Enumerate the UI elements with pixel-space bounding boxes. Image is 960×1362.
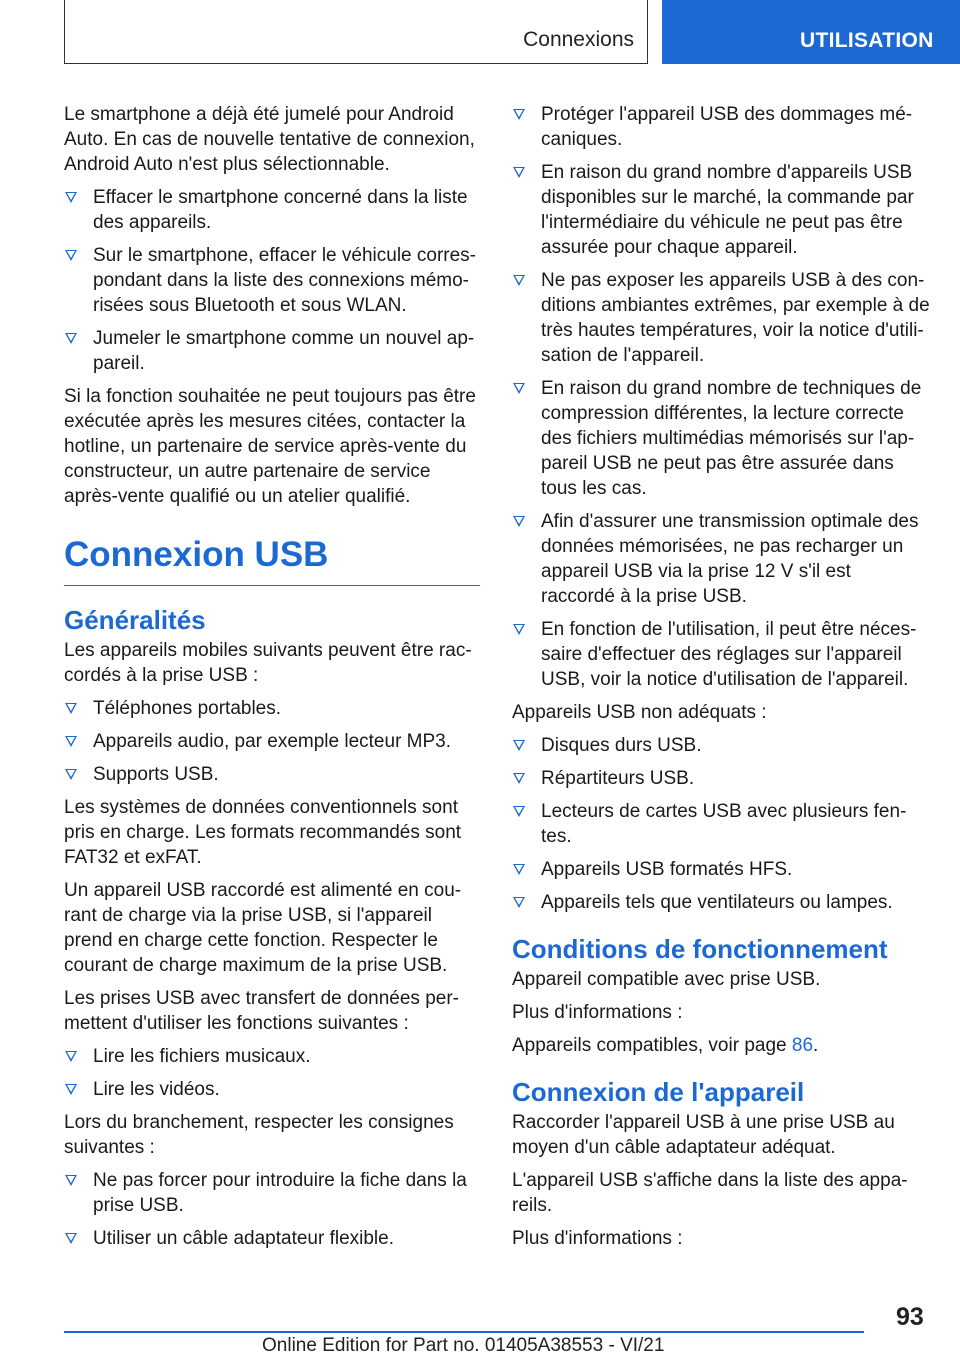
paragraph: Les prises USB avec transfert de données per-mettent d'utiliser les fonctions suivantes : (64, 988, 459, 1034)
list-item (512, 890, 930, 915)
paragraph-text: . (813, 1035, 819, 1056)
triangle-bullet-icon (65, 1051, 77, 1062)
list-item-text: Jumeler le smartphone comme un nouvel ap-pareil. (93, 328, 475, 374)
list-item (64, 762, 480, 787)
paragraph: Un appareil USB raccordé est alimenté en cou-rant de charge via la prise USB, si l'appareil prend en charge cette fonction. Respecter le courant de charge maximum de la prise USB. (64, 880, 462, 976)
list-item-text: Afin d'assurer une transmission optimale des données mémorisées, ne pas recharger un appareil USB via la prise 12 V s'il est raccordé à la prise USB. (541, 511, 919, 607)
header-chapter-tab[interactable]: UTILISATION (662, 0, 960, 64)
list-item (64, 696, 480, 721)
list-item-text: Répartiteurs USB. (541, 768, 695, 789)
list-item (512, 766, 930, 791)
bullet-list (64, 696, 480, 787)
list-item (64, 185, 480, 235)
list-item-text: Lire les fichiers musicaux. (93, 1046, 311, 1067)
list-item (512, 617, 930, 692)
list-item-text: Appareils tels que ventilateurs ou lampes. (541, 892, 893, 913)
list-item-text: Supports USB. (93, 764, 219, 785)
list-item-text: Lecteurs de cartes USB avec plusieurs fen-tes. (541, 801, 907, 847)
paragraph: Le smartphone a déjà été jumelé pour Android Auto. En cas de nouvelle tentative de connexion, Android Auto n'est plus sélectionnable. (64, 104, 475, 175)
header-section-title: Connexions (523, 28, 634, 51)
paragraph-with-link (512, 1033, 930, 1058)
list-item (64, 1044, 480, 1069)
subsection-heading: Conditions de fonctionnement (512, 934, 888, 964)
list-item (512, 733, 930, 758)
section-heading: Connexion USB (64, 535, 480, 586)
page-number: 93 (896, 1303, 924, 1331)
list-item-text: Lire les vidéos. (93, 1079, 220, 1100)
triangle-bullet-icon (65, 1233, 77, 1244)
list-item-text: En raison du grand nombre d'appareils USB disponibles sur le marché, la commande par l'intermédiaire du véhicule ne peut pas être assurée pour chaque appareil. (541, 162, 914, 258)
list-item (512, 857, 930, 882)
footer-divider (64, 1331, 864, 1333)
bullet-list (512, 733, 930, 915)
list-item-text: Téléphones portables. (93, 698, 282, 719)
triangle-bullet-icon (65, 703, 77, 714)
triangle-bullet-icon (65, 769, 77, 780)
paragraph: Si la fonction souhaitée ne peut toujours pas être exécutée après les mesures citées, contacter la hotline, un partenaire de service après-vente du constructeur, un autre partenaire de service après-vente qualifié ou un atelier qualifié. (64, 386, 476, 507)
triangle-bullet-icon (513, 383, 525, 394)
list-item-text: Appareils USB formatés HFS. (541, 859, 793, 880)
triangle-bullet-icon (513, 275, 525, 286)
paragraph: Plus d'informations : (512, 1002, 683, 1023)
triangle-bullet-icon (513, 109, 525, 120)
list-item-text: En raison du grand nombre de techniques de compression différentes, la lecture correcte des fichiers multimédias mémorisés sur l'ap-pareil USB ne peut pas être assurée dans tous les cas. (541, 378, 922, 499)
list-item (64, 1077, 480, 1102)
bullet-list (64, 185, 480, 376)
list-item (512, 799, 930, 849)
bullet-list (64, 1168, 480, 1251)
triangle-bullet-icon (513, 516, 525, 527)
triangle-bullet-icon (65, 333, 77, 344)
list-item (512, 376, 930, 501)
paragraph-text: Appareils compatibles, voir page (512, 1035, 792, 1056)
footer-edition: Online Edition for Part no. 01405A38553 - VI/21 (262, 1335, 665, 1356)
list-item (64, 243, 480, 318)
bullet-list (64, 1044, 480, 1102)
list-item (64, 326, 480, 376)
list-item-text: Effacer le smartphone concerné dans la liste des appareils. (93, 187, 468, 233)
paragraph: Les systèmes de données conventionnels sont pris en charge. Les formats recommandés sont FAT32 et exFAT. (64, 797, 462, 868)
paragraph: Appareil compatible avec prise USB. (512, 969, 821, 990)
triangle-bullet-icon (513, 624, 525, 635)
list-item (64, 1226, 480, 1251)
bullet-list (512, 102, 930, 692)
list-item (512, 102, 930, 152)
triangle-bullet-icon (513, 897, 525, 908)
subsection-heading: Généralités (64, 605, 206, 635)
list-item (512, 509, 930, 609)
triangle-bullet-icon (65, 250, 77, 261)
list-item (512, 160, 930, 260)
list-item-text: Sur le smartphone, effacer le véhicule corres-pondant dans la liste des connexions mémo-risées sous Bluetooth et sous WLAN. (93, 245, 476, 316)
triangle-bullet-icon (513, 773, 525, 784)
list-item (64, 1168, 480, 1218)
list-item (512, 268, 930, 368)
paragraph: Plus d'informations : (512, 1228, 683, 1249)
page-reference-link[interactable]: 86 (791, 1035, 814, 1056)
list-item-text: Protéger l'appareil USB des dommages mé-caniques. (541, 104, 913, 150)
triangle-bullet-icon (513, 806, 525, 817)
triangle-bullet-icon (65, 1084, 77, 1095)
paragraph: Appareils USB non adéquats : (512, 702, 767, 723)
list-item-text: Appareils audio, par exemple lecteur MP3. (93, 731, 452, 752)
paragraph: Lors du branchement, respecter les consignes suivantes : (64, 1112, 454, 1158)
right-column (512, 102, 930, 1259)
paragraph: Les appareils mobiles suivants peuvent être rac-cordés à la prise USB : (64, 640, 472, 686)
triangle-bullet-icon (513, 167, 525, 178)
paragraph: L'appareil USB s'affiche dans la liste des appa-reils. (512, 1170, 908, 1216)
list-item-text: Utiliser un câble adaptateur flexible. (93, 1228, 395, 1249)
paragraph: Raccorder l'appareil USB à une prise USB au moyen d'un câble adaptateur adéquat. (512, 1112, 895, 1158)
list-item-text: Ne pas exposer les appareils USB à des con-ditions ambiantes extrêmes, par exemple à de très hautes températures, voir la notice d'utili-sation de l'appareil. (541, 270, 930, 366)
triangle-bullet-icon (65, 1175, 77, 1186)
triangle-bullet-icon (513, 864, 525, 875)
left-column (64, 102, 480, 1259)
list-item-text: Ne pas forcer pour introduire la fiche dans la prise USB. (93, 1170, 467, 1216)
list-item-text: Disques durs USB. (541, 735, 702, 756)
triangle-bullet-icon (65, 192, 77, 203)
list-item-text: En fonction de l'utilisation, il peut être néces-saire d'effectuer des réglages sur l'appareil USB, voir la notice d'utilisation de l'appareil. (541, 619, 917, 690)
triangle-bullet-icon (65, 736, 77, 747)
subsection-heading: Connexion de l'appareil (512, 1077, 805, 1107)
triangle-bullet-icon (513, 740, 525, 751)
list-item (64, 729, 480, 754)
